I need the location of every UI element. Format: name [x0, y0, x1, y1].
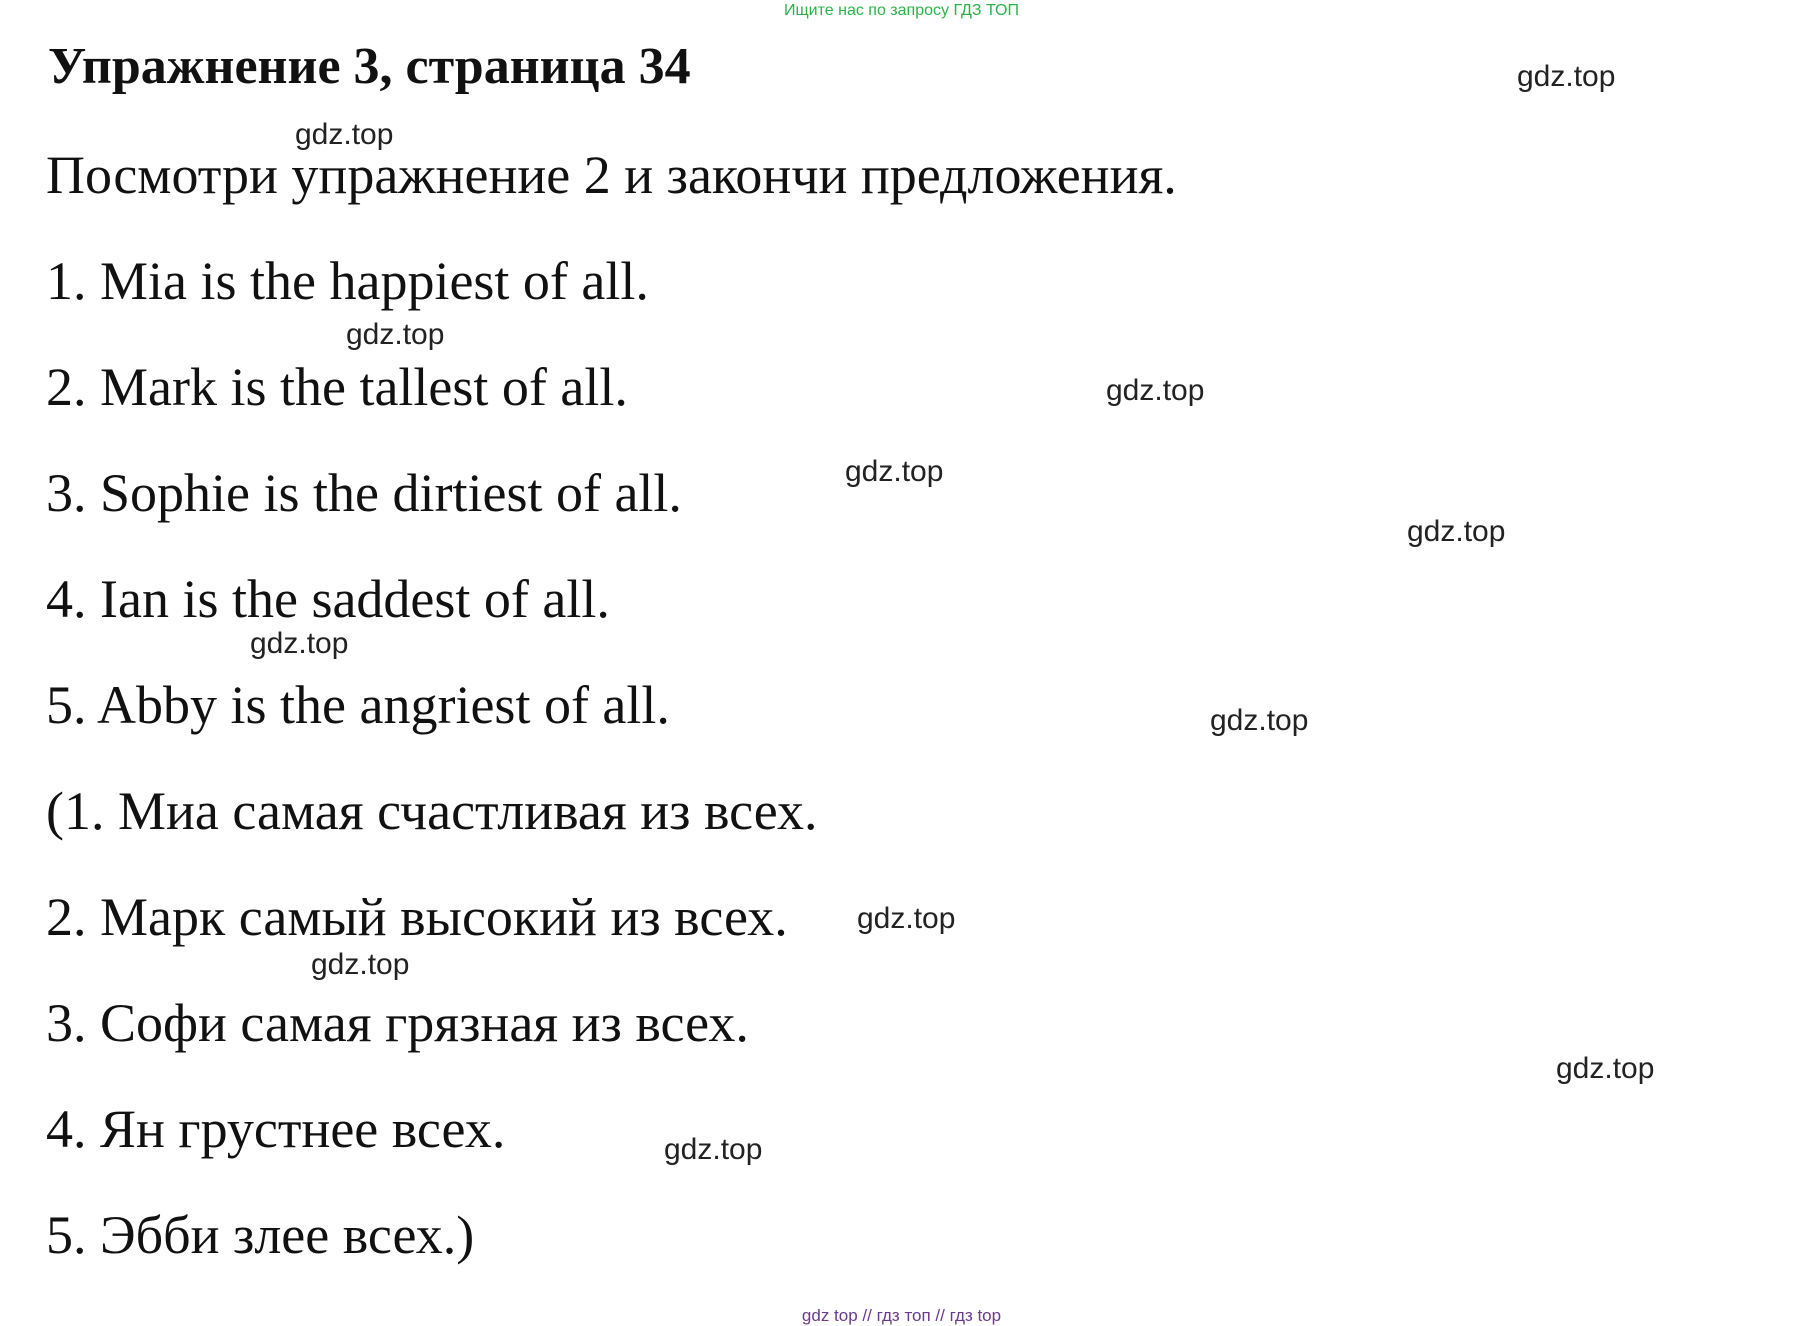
answer-en-1: 1. Mia is the happiest of all.: [46, 251, 649, 311]
exercise-instruction: Посмотри упражнение 2 и закончи предложения.: [46, 145, 1177, 205]
answer-ru-4: 4. Ян грустнее всех.: [46, 1099, 506, 1159]
watermark: gdz.top: [845, 455, 944, 488]
watermark: gdz.top: [1106, 374, 1205, 407]
watermark: gdz.top: [311, 948, 410, 981]
watermark: gdz.top: [1517, 60, 1616, 93]
page-title: Упражнение 3, страница 34: [48, 38, 691, 95]
answer-ru-2: 2. Марк самый высокий из всех.: [46, 887, 788, 947]
answer-en-3: 3. Sophie is the dirtiest of all.: [46, 463, 682, 523]
watermark: gdz.top: [857, 902, 956, 935]
answer-en-4: 4. Ian is the saddest of all.: [46, 569, 610, 629]
watermark: gdz.top: [1407, 515, 1506, 548]
answer-en-5: 5. Abby is the angriest of all.: [46, 675, 670, 735]
footer-links: gdz top // гдз топ // гдз top: [801, 1306, 1002, 1325]
watermark: gdz.top: [664, 1133, 763, 1166]
watermark: gdz.top: [1556, 1052, 1655, 1085]
answer-ru-1: (1. Миа самая счастливая из всех.: [46, 781, 818, 841]
answer-ru-5: 5. Эбби злее всех.): [46, 1205, 475, 1265]
watermark: gdz.top: [295, 118, 394, 151]
watermark: gdz.top: [1210, 704, 1309, 737]
watermark: gdz.top: [346, 318, 445, 351]
answer-en-2: 2. Mark is the tallest of all.: [46, 357, 628, 417]
watermark: gdz.top: [250, 627, 349, 660]
answer-ru-3: 3. Софи самая грязная из всех.: [46, 993, 749, 1053]
top-banner: Ищите нас по запросу ГДЗ ТОП: [784, 2, 1019, 19]
